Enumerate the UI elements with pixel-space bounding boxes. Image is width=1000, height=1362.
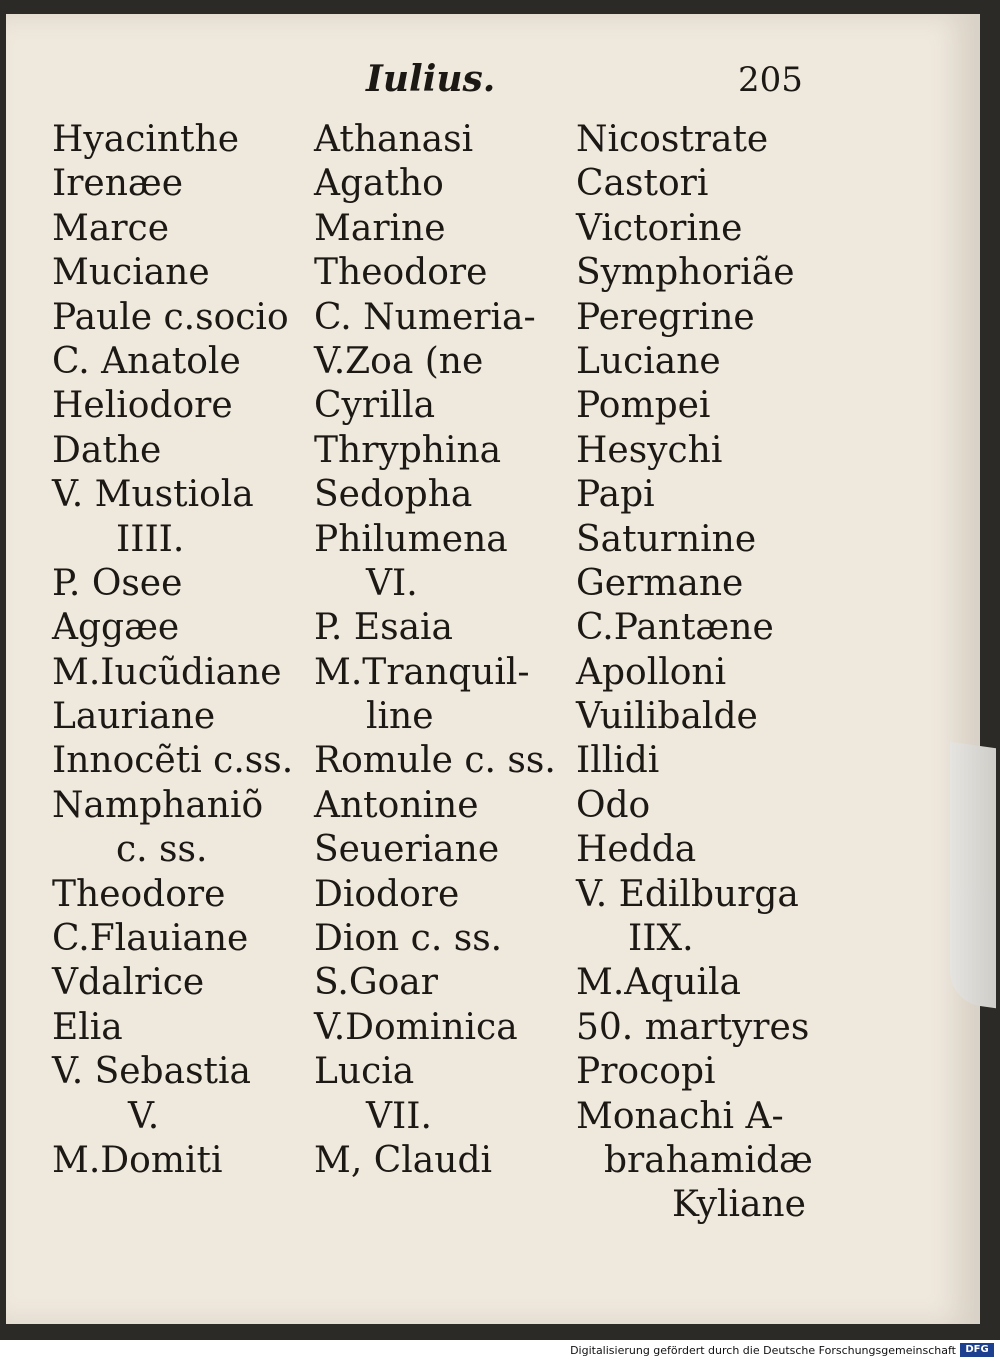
list-item: Theodore — [52, 873, 226, 915]
list-item: Dathe — [52, 429, 162, 471]
list-item: Seueriane — [314, 829, 500, 871]
list-item: M.Iucũdiane — [52, 651, 282, 693]
list-item: C. Numeria- — [314, 296, 536, 338]
list-item: Romule c. ss. — [314, 740, 556, 782]
list-item: P. Osee — [52, 562, 183, 604]
list-item: Hedda — [576, 829, 697, 871]
list-item: Germane — [576, 562, 744, 604]
list-item: line — [366, 696, 434, 738]
list-item: Apolloni — [576, 651, 727, 693]
list-item: V. Sebastia — [52, 1051, 251, 1093]
footer — [0, 1340, 1000, 1362]
list-item: Antonine — [314, 784, 479, 826]
list-item: Pompei — [576, 385, 711, 427]
list-item: brahamidæ — [604, 1139, 813, 1181]
list-item: Odo — [576, 784, 651, 826]
section-numeral: VI. — [366, 562, 418, 604]
list-item: Athanasi — [314, 119, 474, 160]
column-1 — [52, 118, 293, 1183]
list-item: Irenæe — [52, 163, 184, 205]
list-item: Theodore — [314, 252, 488, 294]
list-item: C.Flauiane — [52, 918, 249, 960]
list-item: Nicostrate — [576, 119, 769, 160]
list-item: Vuilibalde — [576, 696, 758, 738]
list-item: Marine — [314, 207, 446, 249]
list-item: Hesychi — [576, 429, 723, 471]
list-item: 50. martyres — [576, 1006, 810, 1048]
running-title: Iulius. — [366, 58, 496, 100]
page-number: 205 — [738, 60, 803, 100]
list-item: Hyacinthe — [52, 119, 240, 160]
list-item: Illidi — [576, 740, 660, 782]
list-item: P. Esaia — [314, 607, 454, 649]
list-item: Heliodore — [52, 385, 233, 427]
list-item: Vdalrice — [52, 962, 205, 1004]
list-item: Symphoriãe — [576, 252, 795, 294]
list-item: Procopi — [576, 1051, 716, 1093]
bookmark-ribbon — [950, 742, 996, 1008]
list-item: c. ss. — [116, 829, 208, 871]
list-item: S.Goar — [314, 962, 438, 1004]
list-item: Agatho — [314, 163, 444, 205]
list-item: C. Anatole — [52, 340, 241, 382]
section-numeral: IIII. — [116, 518, 185, 560]
list-item: Philumena — [314, 518, 508, 560]
list-item: Aggæe — [52, 607, 180, 649]
list-item: Diodore — [314, 873, 460, 915]
section-numeral: VII. — [366, 1095, 432, 1137]
list-item: Muciane — [52, 252, 210, 294]
list-item: Innocẽti c.ss. — [52, 740, 294, 782]
list-item: Peregrine — [576, 296, 755, 338]
column-2 — [314, 118, 556, 1183]
list-item: Lucia — [314, 1051, 415, 1093]
funding-credit: Digitalisierung gefördert durch die Deutsche Forschungsgemeinschaft — [570, 1344, 956, 1357]
section-numeral: IIX. — [628, 918, 694, 960]
list-item: Saturnine — [576, 518, 757, 560]
list-item: Lauriane — [52, 696, 216, 738]
list-item: Marce — [52, 207, 169, 249]
list-item: Kyliane — [672, 1184, 806, 1226]
column-3 — [576, 118, 813, 1228]
list-item: Namphaniõ — [52, 784, 264, 826]
list-item: Victorine — [576, 207, 743, 249]
list-item: C.Pantæne — [576, 607, 774, 649]
dfg-logo: DFG — [960, 1343, 994, 1357]
section-numeral: V. — [128, 1095, 160, 1137]
list-item: Thryphina — [314, 429, 502, 471]
list-item: V.Dominica — [314, 1006, 518, 1048]
list-item: V. Edilburga — [576, 873, 799, 915]
list-item: M.Tranquil- — [314, 651, 530, 693]
list-item: Castori — [576, 163, 709, 205]
list-item: Monachi A- — [576, 1095, 784, 1137]
list-item: Papi — [576, 474, 655, 516]
list-item: Dion c. ss. — [314, 918, 503, 960]
list-item: Elia — [52, 1006, 123, 1048]
list-item: V.Zoa (ne — [314, 340, 484, 382]
list-item: V. Mustiola — [52, 474, 254, 516]
list-item: M.Aquila — [576, 962, 742, 1004]
list-item: Cyrilla — [314, 385, 436, 427]
list-item: Sedopha — [314, 474, 473, 516]
list-item: M, Claudi — [314, 1139, 493, 1181]
page-header — [6, 58, 974, 98]
list-item: Luciane — [576, 340, 721, 382]
book-page — [6, 14, 980, 1324]
list-item: M.Domiti — [52, 1139, 223, 1181]
list-item: Paule c.socio — [52, 296, 289, 338]
